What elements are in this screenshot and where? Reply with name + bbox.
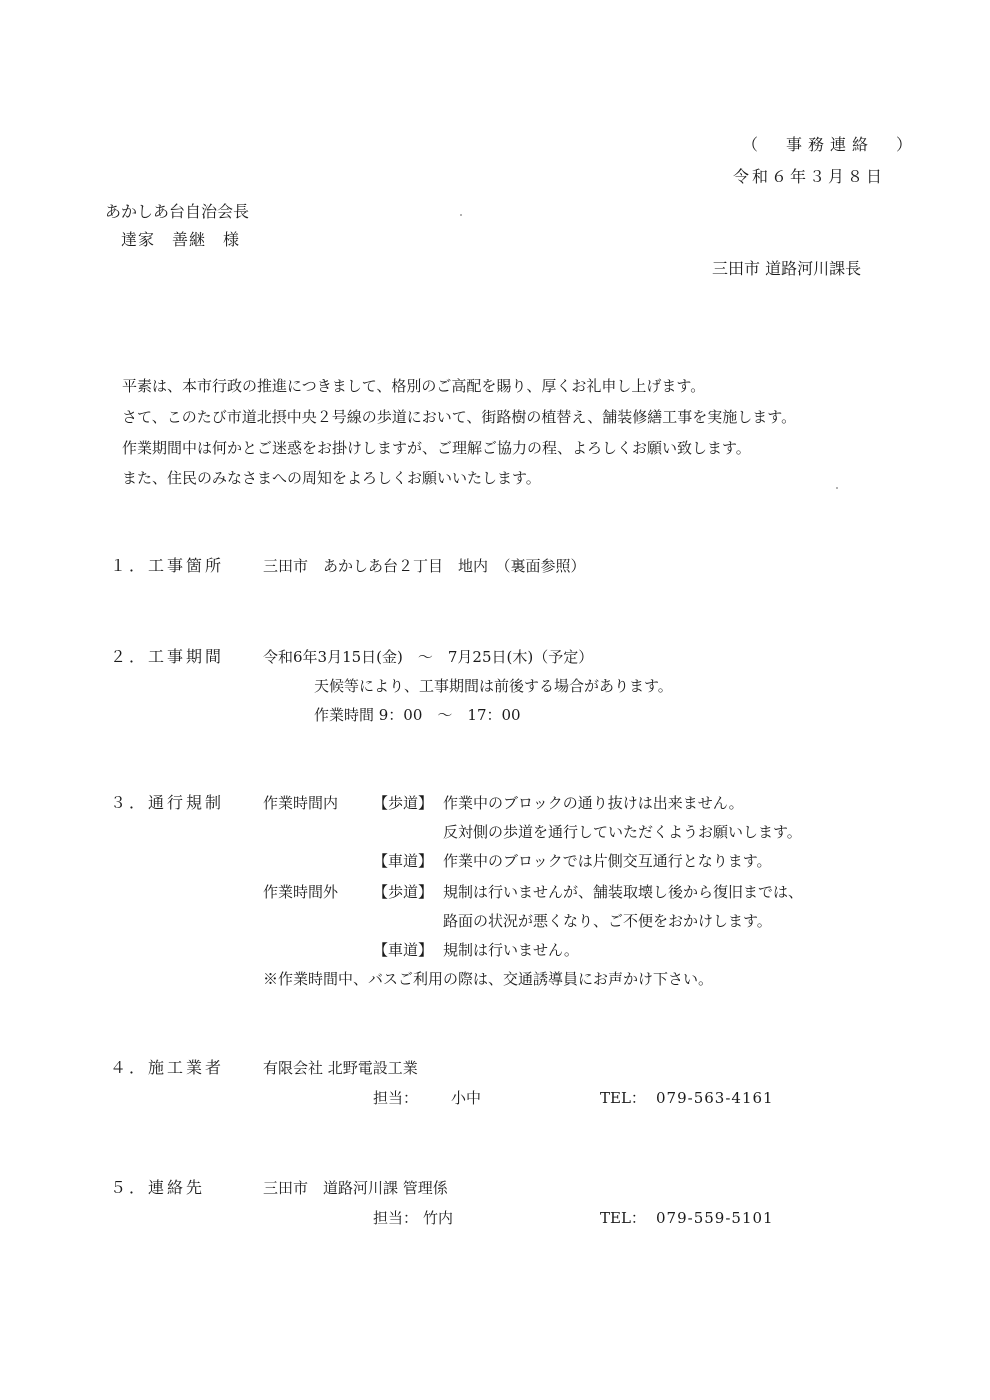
section-period-label: ２．工事期間 — [110, 647, 225, 666]
contact-tel: 079-559-5101 — [656, 1209, 774, 1227]
scan-speck — [460, 214, 462, 216]
section-period-hours: 作業時間 9：00 ～ 17：00 — [314, 706, 521, 724]
traffic-during-roadway-tag: 【車道】 — [373, 852, 434, 870]
contractor-contact-name: 小中 — [451, 1089, 482, 1107]
contact-tel-label: TEL： — [600, 1209, 646, 1227]
section-location-label: １．工事箇所 — [110, 556, 225, 575]
contractor-company: 有限会社 北野電設工業 — [263, 1059, 418, 1077]
traffic-outside-sidewalk-line2: 路面の状況が悪くなり、ご不便をおかけします。 — [443, 912, 772, 930]
recipient-org: あかしあ台自治会長 — [105, 202, 250, 221]
scan-speck — [836, 487, 838, 489]
body-paragraph-4: また、住民のみなさまへの周知をよろしくお願いいたします。 — [122, 469, 541, 487]
section-period-note: 天候等により、工事期間は前後する場合があります。 — [314, 677, 673, 695]
traffic-during-sidewalk-tag: 【歩道】 — [373, 794, 434, 812]
section-contact-label: ５．連絡先 — [110, 1178, 206, 1197]
traffic-bus-note: ※作業時間中、バスご利用の際は、交通誘導員にお声かけ下さい。 — [263, 970, 714, 988]
traffic-outside-label: 作業時間外 — [263, 883, 339, 901]
contact-office: 三田市 道路河川課 管理係 — [263, 1179, 448, 1197]
traffic-outside-sidewalk-tag: 【歩道】 — [373, 883, 434, 901]
body-paragraph-1: 平素は、本市行政の推進につきまして、格別のご高配を賜り、厚くお礼申し上げます。 — [122, 377, 706, 395]
sender: 三田市 道路河川課長 — [712, 259, 862, 278]
contractor-tel-label: TEL： — [600, 1089, 646, 1107]
section-period-value: 令和6年3月15日(金) ～ 7月25日(木)（予定） — [263, 648, 594, 666]
section-location-value: 三田市 あかしあ台２丁目 地内 （裏面参照） — [263, 557, 586, 575]
doc-date: 令和６年３月８日 — [733, 167, 886, 186]
section-traffic-label: ３．通行規制 — [110, 793, 225, 812]
contact-contact-name: 竹内 — [423, 1209, 454, 1227]
contractor-contact-label: 担当： — [373, 1089, 419, 1107]
doc-type: （ 事務連絡 ） — [742, 135, 919, 154]
recipient-name: 達家 善継 様 — [121, 230, 241, 249]
traffic-outside-roadway: 規制は行いません。 — [443, 941, 579, 959]
traffic-during-sidewalk-line2: 反対側の歩道を通行していただくようお願いします。 — [443, 823, 802, 841]
traffic-outside-sidewalk-line1: 規制は行いませんが、舗装取壊し後から復旧までは、 — [443, 883, 804, 901]
traffic-during-label: 作業時間内 — [263, 794, 339, 812]
body-paragraph-2: さて、このたび市道北摂中央２号線の歩道において、街路樹の植替え、舗装修繕工事を実施します。 — [122, 408, 797, 426]
traffic-during-roadway: 作業中のブロックでは片側交互通行となります。 — [443, 852, 772, 870]
traffic-outside-roadway-tag: 【車道】 — [373, 941, 434, 959]
contact-contact-label: 担当： — [373, 1209, 419, 1227]
traffic-during-sidewalk-line1: 作業中のブロックの通り抜けは出来ません。 — [443, 794, 744, 812]
body-paragraph-3: 作業期間中は何かとご迷惑をお掛けしますが、ご理解ご協力の程、よろしくお願い致します。 — [122, 439, 751, 457]
section-contractor-label: ４．施工業者 — [110, 1058, 225, 1077]
contractor-tel: 079-563-4161 — [656, 1089, 774, 1107]
